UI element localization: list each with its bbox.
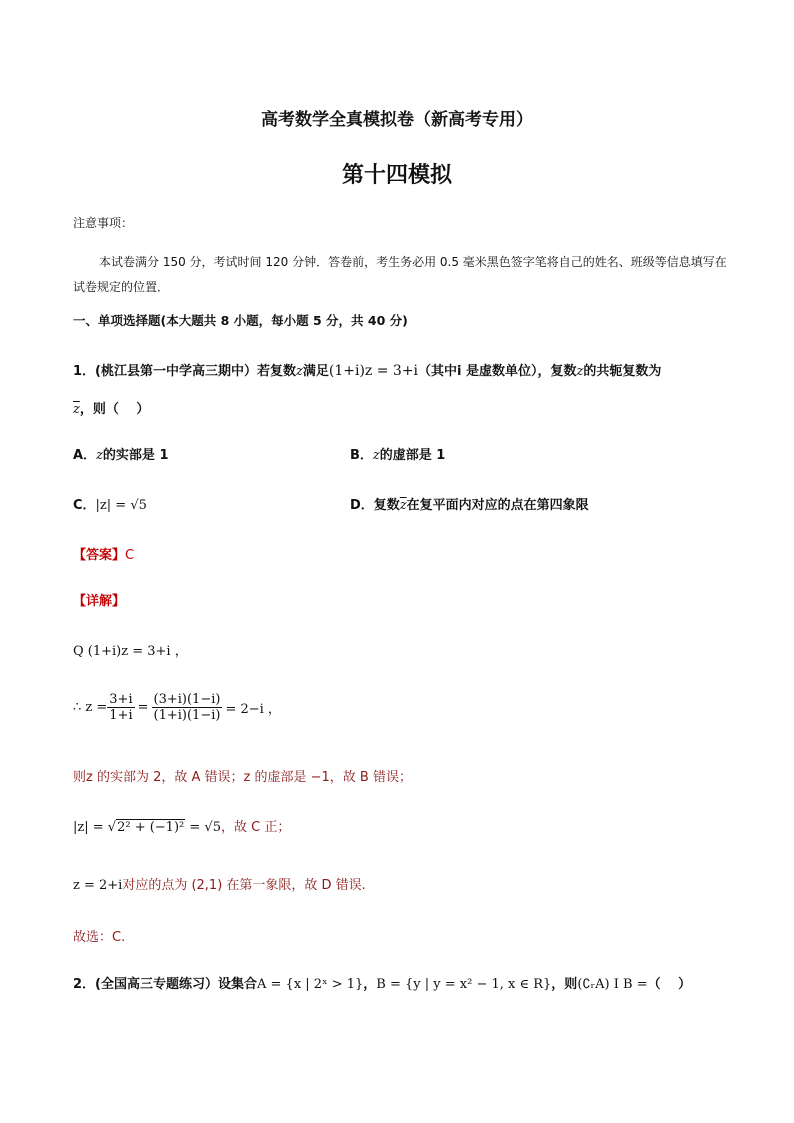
solution-step-2: ∴ z = $\frac{3+i}{1+i}$ = $\frac{(3+i)(1-i)}{(1+i)(1-i)}$ = 2−i ，: [73, 692, 281, 723]
solution-step-1: Q (1+i)z = 3+i ，: [73, 644, 188, 659]
option-b: B．z的虚部是 1: [350, 448, 446, 463]
question-1-stem: 1．(桃江县第一中学高三期中）若复数z满足(1+i)z = 3+i（其中i 是虚数单位），复数z的共轭复数为: [73, 363, 662, 379]
solution-conclusion: 故选：C.: [73, 930, 126, 945]
question-1-stem-line2: $\overline{z}$，则（ ）: [73, 402, 150, 417]
page-title: 高考数学全真模拟卷（新高考专用）: [261, 110, 533, 130]
option-c: C．|z| = √5: [73, 498, 147, 513]
solution-step-5: z = 2+i对应的点为 (2,1) 在第一象限，故 D 错误.: [73, 878, 366, 893]
solution-step-3: 则z 的实部为 2，故 A 错误；z 的虚部是 −1，故 B 错误；: [73, 770, 412, 785]
notice-heading: 注意事项：: [73, 216, 134, 230]
question-2-stem: 2．(全国高三专题练习）设集合A = {x | 2ˣ > 1}，B = {y | y = x² − 1, x ∈ R}，则(∁ᵣA) I B =（ ）: [73, 977, 692, 992]
notice-text: 本试卷满分 150 分，考试时间 120 分钟．答卷前，考生务必用 0.5 毫米黑色签字笔将自己的姓名、班级等信息填写在试卷规定的位置．: [73, 255, 727, 294]
section-heading: 一、单项选择题(本大题共 8 小题，每小题 5 分，共 40 分): [73, 313, 408, 328]
fraction-2: $\frac{(3+i)(1-i)}{(1+i)(1-i)}$: [153, 692, 221, 723]
fraction-1: $\frac{3+i}{1+i}$: [109, 692, 133, 723]
detail-label: 【详解】: [73, 594, 126, 609]
answer-line: 【答案】C: [73, 548, 135, 563]
solution-step-4: |z| = √2² + (−1)² = √5，故 C 正；: [73, 820, 291, 835]
option-d: D．复数$\overline{z}$在复平面内对应的点在第四象限: [350, 498, 589, 513]
page-subtitle: 第十四模拟: [341, 163, 452, 188]
option-a: A．z的实部是 1: [73, 448, 169, 463]
